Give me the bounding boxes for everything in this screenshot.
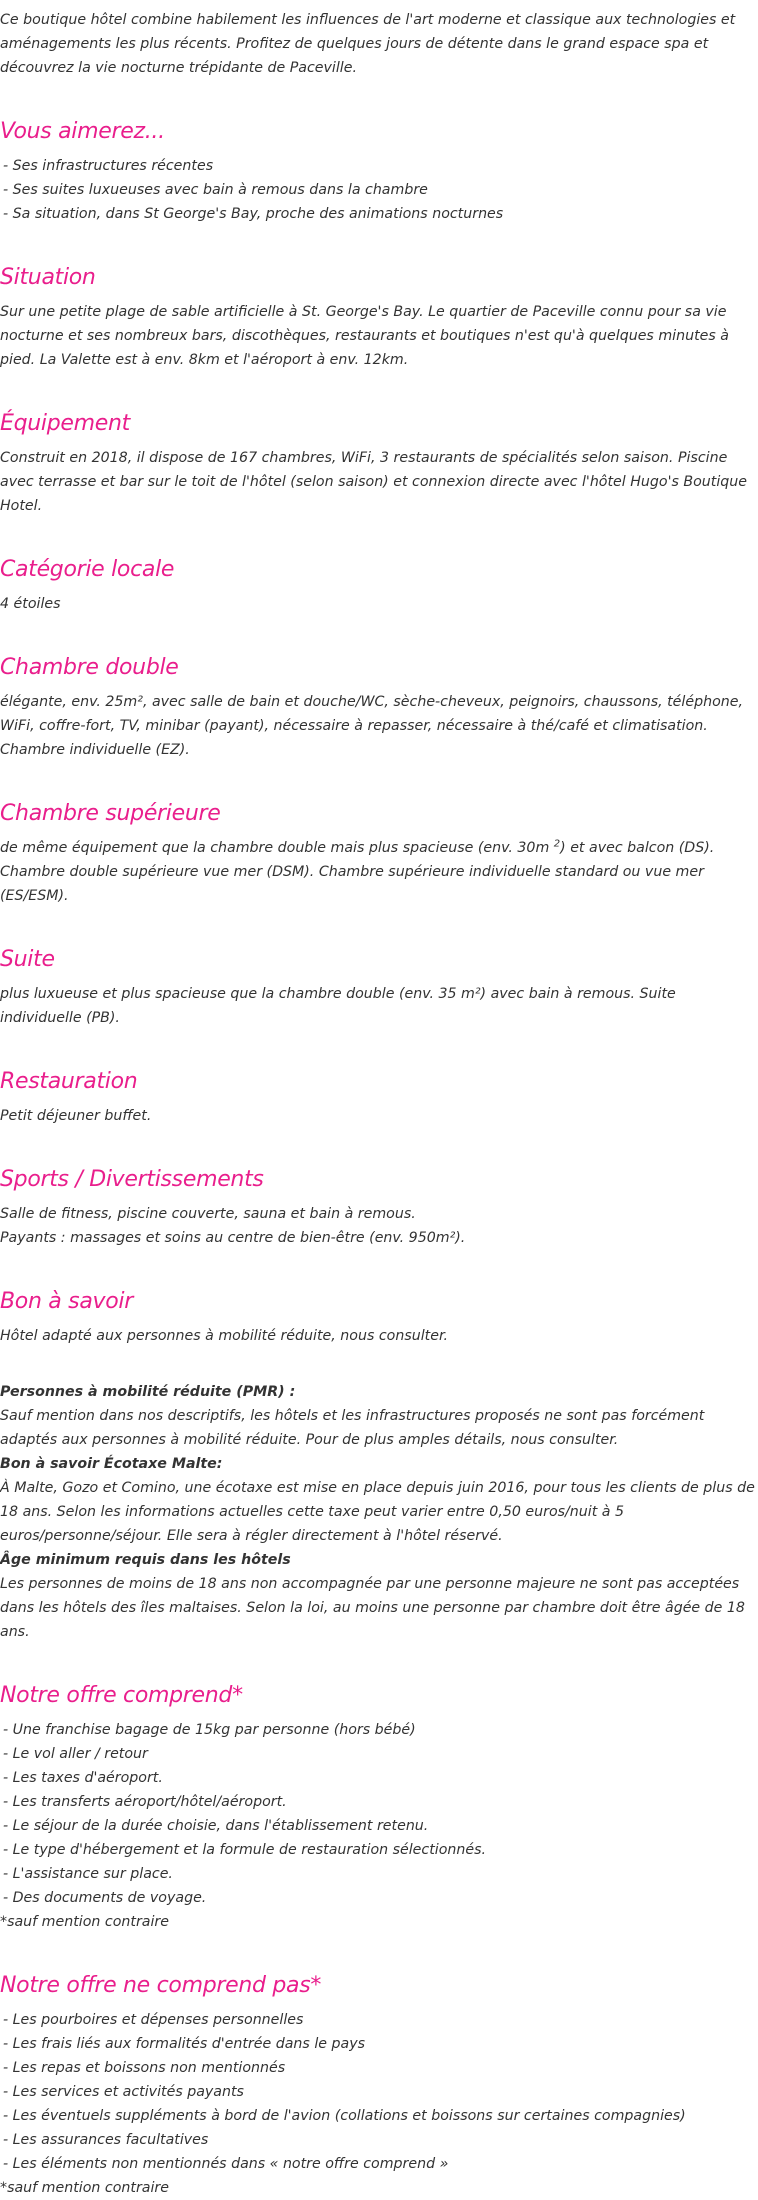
suite-text: plus luxueuse et plus spacieuse que la chambre double (env. 35 m²) avec bain à remous. Suite individuelle (PB). — [0, 986, 676, 1026]
equipement-text: Construit en 2018, il dispose de 167 chambres, WiFi, 3 restaurants de spécialités selon saison. Piscine avec terrasse et bar sur le toit de l'hôtel (selon saison) et connexion directe avec l'hôtel Hugo's Boutique Hotel. — [0, 450, 748, 514]
offre-ne-comprend-pas-note: *sauf mention contraire — [0, 2180, 169, 2196]
categorie-text: 4 étoiles — [0, 596, 61, 612]
pmr-text: Sauf mention dans nos descriptifs, les hôtels et les infrastructures proposés ne sont pas forcément adaptés aux personnes à mobilité réduite. Pour de plus amples détails, nous consulter. — [0, 1408, 705, 1448]
section-title-vous-aimerez: Vous aimerez... — [0, 119, 165, 144]
section-title-bon-a-savoir: Bon à savoir — [0, 1289, 133, 1314]
ecotaxe-label: Bon à savoir Écotaxe Malte: — [0, 1456, 223, 1472]
section-title-chambre-double: Chambre double — [0, 655, 179, 680]
list-item: - Les éléments non mentionnés dans « notre offre comprend » — [3, 2156, 449, 2172]
list-item: - Les transferts aéroport/hôtel/aéroport. — [3, 1794, 287, 1810]
pmr-block — [0, 1380, 758, 1644]
list-item: - Les services et activités payants — [3, 2084, 244, 2100]
list-item: - L'assistance sur place. — [3, 1866, 173, 1882]
list-item: - Le séjour de la durée choisie, dans l'établissement retenu. — [3, 1818, 429, 1834]
list-item: - Le vol aller / retour — [3, 1746, 148, 1762]
section-title-restauration: Restauration — [0, 1069, 138, 1094]
section-title-situation: Situation — [0, 265, 96, 290]
superscript: 2 — [553, 838, 561, 850]
offre-ne-comprend-pas-list — [0, 2008, 758, 2176]
list-item: - Les repas et boissons non mentionnés — [3, 2060, 286, 2076]
chambre-double-text: élégante, env. 25m², avec salle de bain et douche/WC, sèche-cheveux, peignoirs, chaussons, téléphone, WiFi, coffre-fort, TV, minibar (payant), nécessaire à repasser, nécessaire à thé/café et climatisation. Chambre individuelle (EZ). — [0, 694, 743, 758]
sports-line-1: Salle de fitness, piscine couverte, sauna et bain à remous. — [0, 1206, 416, 1222]
vous-aimerez-list — [0, 154, 758, 226]
list-item: - Les frais liés aux formalités d'entrée dans le pays — [3, 2036, 365, 2052]
section-title-chambre-superieure: Chambre supérieure — [0, 801, 221, 826]
offre-comprend-note: *sauf mention contraire — [0, 1914, 169, 1930]
sports-line-2: Payants : massages et soins au centre de bien-être (env. 950m²). — [0, 1230, 466, 1246]
list-item: - Les éventuels suppléments à bord de l'avion (collations et boissons sur certaines compagnies) — [3, 2108, 686, 2124]
situation-text: Sur une petite plage de sable artificielle à St. George's Bay. Le quartier de Paceville connu pour sa vie nocturne et ses nombreux bars, discothèques, restaurants et boutiques n'est qu'à quelques minutes à pied. La Valette est à env. 8km et l'aéroport à env. 12km. — [0, 304, 729, 368]
section-title-offre-comprend: Notre offre comprend* — [0, 1683, 243, 1708]
section-title-categorie: Catégorie locale — [0, 557, 175, 582]
list-item: - Ses suites luxueuses avec bain à remous dans la chambre — [3, 182, 428, 198]
bon-a-savoir-text: Hôtel adapté aux personnes à mobilité réduite, nous consulter. — [0, 1328, 448, 1344]
list-item: - Sa situation, dans St George's Bay, proche des animations nocturnes — [3, 206, 504, 222]
chambre-superieure-text-start: de même équipement que la chambre double mais plus spacieuse (env. 30m — [0, 840, 554, 856]
list-item: - Une franchise bagage de 15kg par personne (hors bébé) — [3, 1722, 416, 1738]
list-item: - Le type d'hébergement et la formule de restauration sélectionnés. — [3, 1842, 487, 1858]
intro-text: Ce boutique hôtel combine habilement les influences de l'art moderne et classique aux technologies et aménagements les plus récents. Profitez de quelques jours de détente dans le grand espace spa et découvrez la vie nocturne trépidante de Paceville. — [0, 12, 736, 76]
list-item: - Les pourboires et dépenses personnelles — [3, 2012, 304, 2028]
section-title-suite: Suite — [0, 947, 55, 972]
list-item: - Des documents de voyage. — [3, 1890, 207, 1906]
section-title-offre-ne-comprend-pas: Notre offre ne comprend pas* — [0, 1973, 322, 1998]
pmr-label: Personnes à mobilité réduite (PMR) : — [0, 1384, 296, 1400]
spacer — [0, 1348, 758, 1380]
list-item: - Ses infrastructures récentes — [3, 158, 214, 174]
offre-comprend-list — [0, 1718, 758, 1910]
list-item: - Les taxes d'aéroport. — [3, 1770, 163, 1786]
chambre-superieure-text-end: ) et avec balcon (DS). Chambre double supérieure vue mer (DSM). Chambre supérieure individuelle standard ou vue mer (ES/ESM). — [0, 840, 715, 904]
chambre-superieure-text — [0, 836, 758, 908]
restauration-text: Petit déjeuner buffet. — [0, 1108, 152, 1124]
section-title-equipement: Équipement — [0, 411, 130, 436]
ecotaxe-text: À Malte, Gozo et Comino, une écotaxe est mise en place depuis juin 2016, pour tous les clients de plus de 18 ans. Selon les informations actuelles cette taxe peut varier entre 0,50 euros/nuit à 5 euros/personne/séjour. Elle sera à régler directement à l'hôtel réservé. — [0, 1480, 755, 1544]
list-item: - Les assurances facultatives — [3, 2132, 209, 2148]
age-text: Les personnes de moins de 18 ans non accompagnée par une personne majeure ne sont pas acceptées dans les hôtels des îles maltaises. Selon la loi, au moins une personne par chambre doit être âgée de 18 ans. — [0, 1576, 745, 1640]
age-label: Âge minimum requis dans les hôtels — [0, 1552, 291, 1568]
section-title-sports: Sports / Divertissements — [0, 1167, 264, 1192]
